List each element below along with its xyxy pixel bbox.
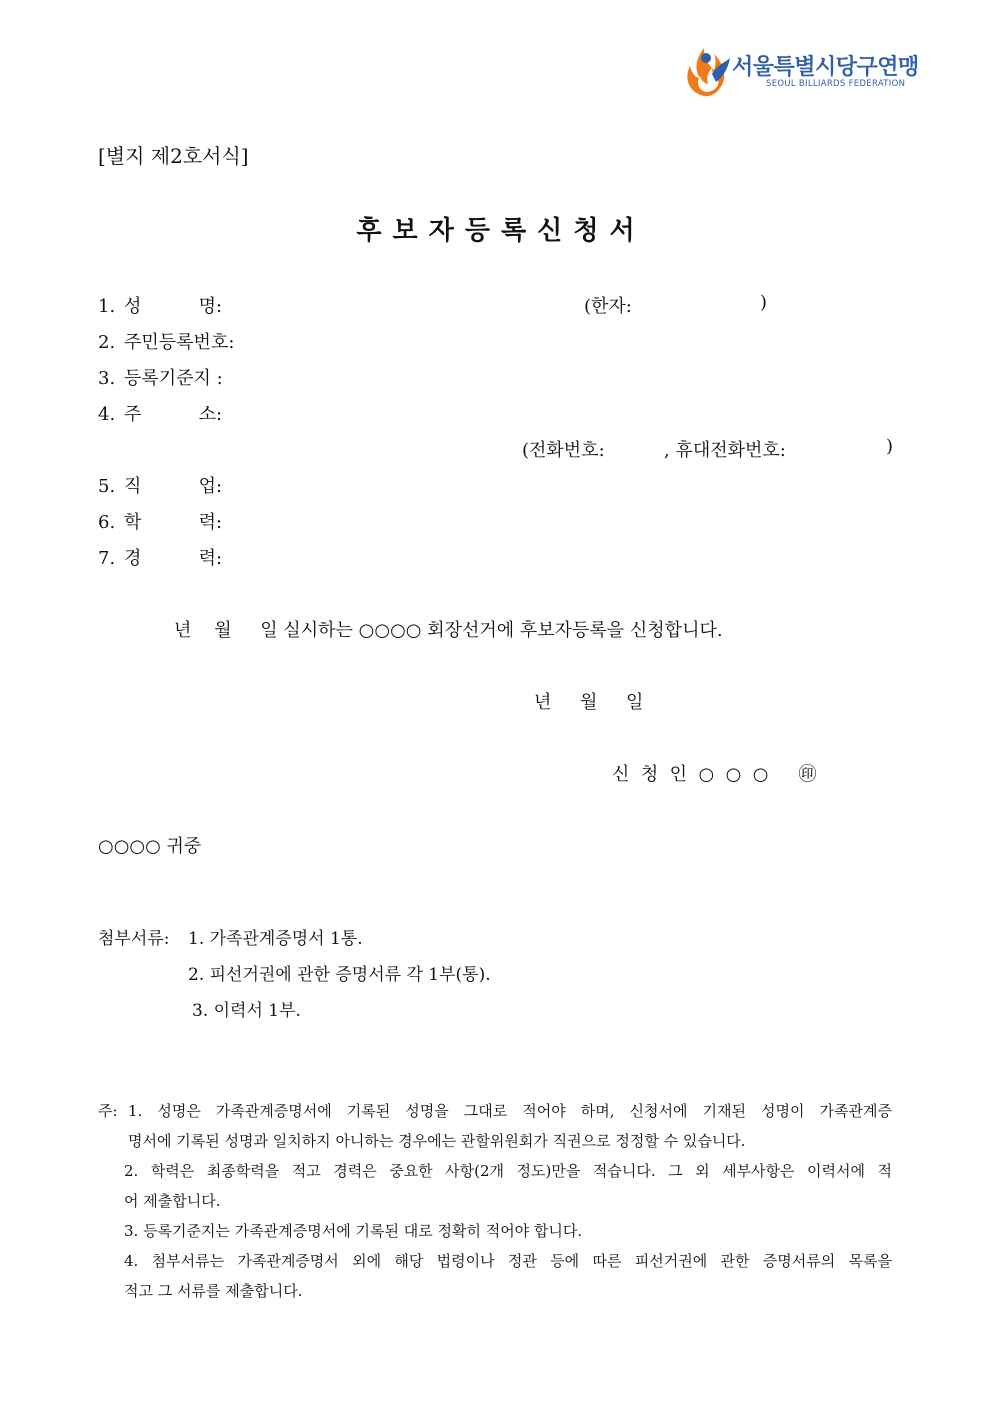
- field-registration-base: 3. 등록기준지 :: [98, 368, 223, 389]
- phone-close: ): [886, 436, 894, 457]
- hanja-open: (한자:: [584, 296, 632, 317]
- federation-logo: [682, 44, 952, 100]
- field-resident-number: 2. 주민등록번호:: [98, 332, 235, 353]
- field-name: 1. 성 명:: [98, 296, 223, 317]
- note-line: 적고 그 서류를 제출합니다.: [124, 1282, 303, 1300]
- logo-name-en: SEOUL BILLIARDS FEDERATION: [766, 79, 906, 89]
- note-line: 2. 학력은 최종학력을 적고 경력은 중요한 사항(2개 정도)만을 적습니다. 그 외 세부사항은 이력서에 적: [124, 1162, 892, 1180]
- mobile-label: , 휴대전화번호:: [664, 440, 786, 461]
- attachment-item: 3. 이력서 1부.: [192, 1001, 301, 1021]
- application-statement: 년 월 일 실시하는 ○○○○ 회장선거에 후보자등록을 신청합니다.: [174, 620, 723, 641]
- document-title: 후 보 자 등 록 신 청 서: [356, 216, 636, 246]
- note-line: 명서에 기록된 성명과 일치하지 아니하는 경우에는 관할위원회가 직권으로 정정할 수 있습니다.: [128, 1132, 746, 1150]
- field-career: 7. 경 력:: [98, 548, 223, 569]
- flame-emblem-icon: [682, 44, 732, 100]
- attachments-label: 첨부서류:: [98, 929, 170, 949]
- applicant-line: 신 청 인 ○ ○ ○ ㊞: [612, 764, 817, 785]
- note-line: 1. 성명은 가족관계증명서에 기록된 성명을 그대로 적어야 하며, 신청서에 기재된 성명이 가족관계증: [128, 1102, 892, 1120]
- seal-mark: ㊞: [798, 764, 817, 785]
- phone-open: (전화번호:: [522, 440, 605, 461]
- field-occupation: 5. 직 업:: [98, 476, 223, 497]
- field-education: 6. 학 력:: [98, 512, 223, 533]
- logo-name: 서울특별시당구연맹: [732, 55, 919, 80]
- notes-label: 주:: [98, 1102, 118, 1120]
- attachment-item: 1. 가족관계증명서 1통.: [188, 929, 363, 949]
- note-line: 3. 등록기준지는 가족관계증명서에 기록된 대로 정확히 적어야 합니다.: [124, 1222, 583, 1240]
- attachment-item: 2. 피선거권에 관한 증명서류 각 1부(통).: [188, 965, 491, 985]
- note-line: 4. 첨부서류는 가족관계증명서 외에 해당 법령이나 정관 등에 따른 피선거권에 관한 증명서류의 목록을: [124, 1252, 892, 1270]
- hanja-close: ): [760, 292, 768, 313]
- date-line: 년 월 일: [534, 692, 644, 713]
- form-label: [별지 제2호서식]: [98, 144, 249, 168]
- field-address: 4. 주 소:: [98, 404, 223, 425]
- note-line: 어 제출합니다.: [124, 1192, 221, 1210]
- addressee: ○○○○ 귀중: [98, 836, 202, 857]
